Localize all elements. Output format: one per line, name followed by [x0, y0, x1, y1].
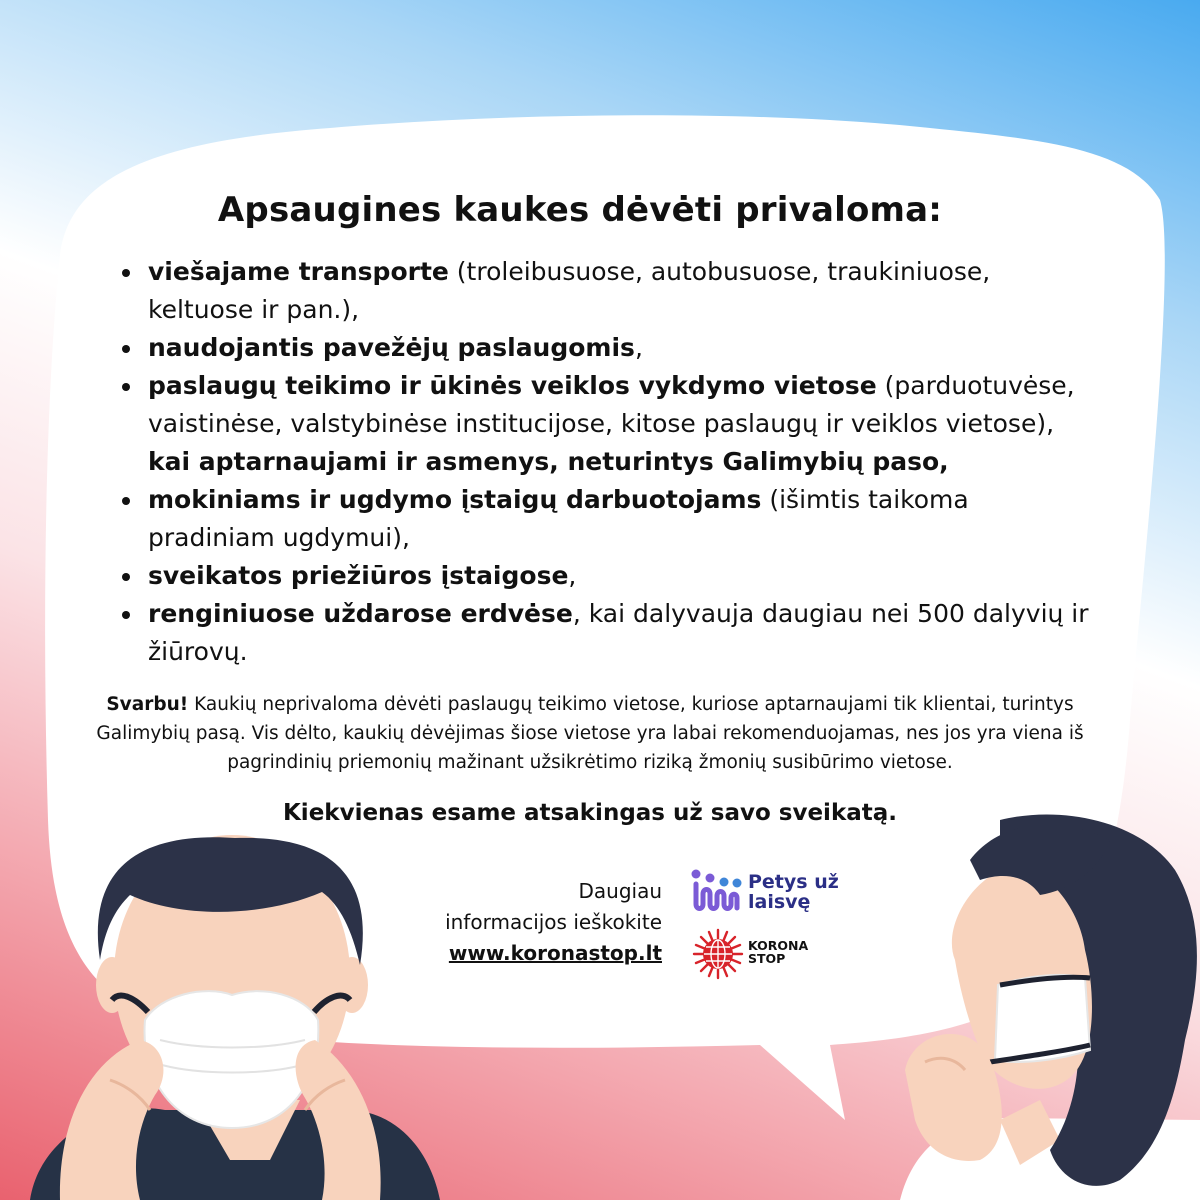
list-item: [118, 329, 1093, 367]
petys-logo-line-2: laisvę: [748, 891, 811, 913]
list-item: [118, 367, 1093, 481]
rule-text: (išimtis taikoma pradiniam ugdymui),: [148, 485, 969, 552]
rule-emphasis: viešajame transporte: [148, 257, 449, 286]
page-title: Apsaugines kaukes dėvėti privaloma:: [217, 190, 943, 230]
list-item: [118, 557, 1093, 595]
website-link[interactable]: www.koronastop.lt: [448, 941, 662, 965]
important-note: [80, 690, 1100, 777]
korona-logo-line-2: STOP: [748, 951, 786, 966]
rule-emphasis: sveikatos priežiūros įstaigose: [148, 561, 569, 590]
list-item: [118, 595, 1093, 671]
rule-text: (parduotuvėse, vaistinėse, valstybinėse institucijose, kitose paslaugų ir veiklos vietose),: [148, 371, 1075, 438]
rule-emphasis: kai aptarnaujami ir asmenys, neturintys Galimybių paso,: [148, 447, 949, 476]
rule-text: ,: [634, 333, 643, 362]
note-text: Kaukių neprivaloma dėvėti paslaugų teikimo vietose, kuriose aptarnaujami tik klientai, turintys Galimybių pasą. Vis dėlto, kaukių dėvėjimas šiose vietose yra labai rekomenduojamas, nes jos yra viena iš pagrindinių priemonių mažinant užsikrėtimo riziką žmonių susibūrimo vietose.: [96, 694, 1084, 773]
petys-logo-text: [748, 872, 858, 912]
more-info-block: [400, 876, 662, 969]
info-line-1: Daugiau: [578, 879, 662, 903]
petys-logo-icon: [690, 868, 746, 916]
rule-text: , kai dalyvauja daugiau nei 500 dalyvių ir žiūrovų.: [148, 599, 1089, 666]
rule-emphasis: mokiniams ir ugdymo įstaigų darbuotojams: [148, 485, 762, 514]
list-item: [118, 253, 1093, 329]
rule-text: (troleibusuose, autobusuose, traukiniuose, keltuose ir pan.),: [148, 257, 991, 324]
note-label: Svarbu!: [106, 694, 189, 715]
motto-text: Kiekvienas esame atsakingas už savo sveikatą.: [282, 800, 898, 826]
korona-virus-icon: [692, 928, 744, 980]
rule-emphasis: renginiuose uždarose erdvėse: [148, 599, 573, 628]
list-item: [118, 481, 1093, 557]
rule-emphasis: naudojantis pavežėjų paslaugomis: [148, 333, 635, 362]
rule-emphasis: paslaugų teikimo ir ūkinės veiklos vykdymo vietose: [148, 371, 877, 400]
petys-uz-laisve-logo: [690, 868, 850, 918]
petys-logo-line-1: Petys už: [748, 871, 839, 893]
rule-text: ,: [568, 561, 577, 590]
korona-stop-logo: [692, 928, 832, 978]
korona-logo-line-1: KORONA: [748, 938, 809, 953]
korona-logo-text: [748, 939, 828, 965]
info-line-2: informacijos ieškokite: [445, 910, 662, 934]
mask-rules-list: [118, 253, 1093, 671]
